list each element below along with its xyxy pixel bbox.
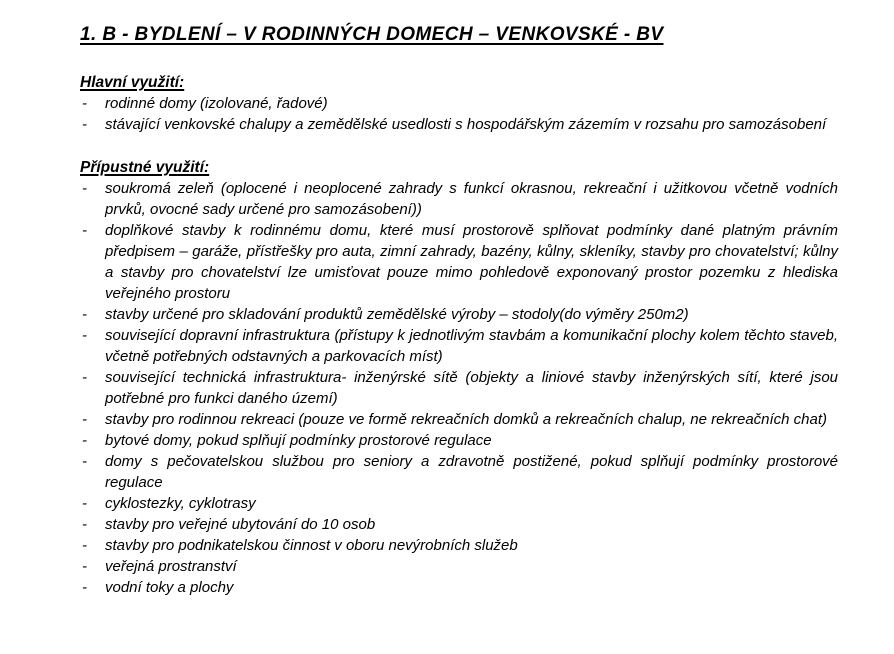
list-item [80, 493, 838, 514]
page-title: 1. B - BYDLENÍ – V RODINNÝCH DOMECH – VENKOVSKÉ - BV [80, 24, 664, 45]
dash-marker: - [82, 516, 87, 533]
section-heading: Hlavní využití: [80, 74, 185, 91]
list-item-text: stavby pro podnikatelskou činnost v oboru nevýrobních služeb [105, 537, 518, 554]
list-item-text: doplňkové stavby k rodinnému domu, které musí prostorově splňovat podmínky dané platným právním předpisem – garáže, přístřešky pro auta, zimní zahrady, bazény, kůlny, skleníky, stavby pro chovatelství; kůlny a stavby pro chovatelství lze umisťovat pouze mimo pohledově exponovaný prostor pozemku z hlediska veřejného prostoru [105, 222, 838, 302]
dash-marker: - [82, 558, 87, 575]
dash-marker: - [82, 432, 87, 449]
list-item [80, 409, 838, 430]
list-item-text: domy s pečovatelskou službou pro seniory a zdravotně postižené, pokud splňují podmínky prostorové regulace [105, 453, 838, 491]
dash-marker: - [82, 95, 87, 112]
section-list [80, 93, 838, 135]
list-item-text: stavby určené pro skladování produktů zemědělské výroby – stodoly(do výměry 250m2) [105, 306, 689, 323]
list-item-text: bytové domy, pokud splňují podmínky prostorové regulace [105, 432, 492, 449]
list-item [80, 535, 838, 556]
list-item-text: související dopravní infrastruktura (přístupy k jednotlivým stavbám a komunikační plochy kolem těchto staveb, včetně potřebných odstavných a parkovacích míst) [105, 327, 838, 365]
dash-marker: - [82, 327, 87, 344]
sections-container [80, 72, 838, 598]
list-item [80, 304, 838, 325]
list-item [80, 451, 838, 493]
list-item-text: stavby pro veřejné ubytování do 10 osob [105, 516, 376, 533]
list-item [80, 556, 838, 577]
list-item [80, 220, 838, 304]
dash-marker: - [82, 495, 87, 512]
list-item-text: stávající venkovské chalupy a zemědělské usedlosti s hospodářským zázemím v rozsahu pro samozásobení [105, 116, 827, 133]
dash-marker: - [82, 453, 87, 470]
dash-marker: - [82, 222, 87, 239]
list-item-text: cyklostezky, cyklotrasy [105, 495, 256, 512]
dash-marker: - [82, 411, 87, 428]
list-item [80, 367, 838, 409]
list-item-text: rodinné domy (izolované, řadové) [105, 95, 328, 112]
list-item-text: soukromá zeleň (oplocené i neoplocené zahrady s funkcí okrasnou, rekreační i užitkovou včetně vodních prvků, ovocné sady určené pro samozásobení)) [105, 180, 838, 218]
dash-marker: - [82, 180, 87, 197]
dash-marker: - [82, 369, 87, 386]
usage-section [80, 157, 838, 598]
section-list [80, 178, 838, 598]
list-item-text: související technická infrastruktura- inženýrské sítě (objekty a liniové stavby inženýrských sítí, které jsou potřebné pro funkci daného území) [105, 369, 838, 407]
section-heading: Přípustné využití: [80, 159, 210, 176]
list-item-text: veřejná prostranství [105, 558, 237, 575]
list-item-text: vodní toky a plochy [105, 579, 234, 596]
dash-marker: - [82, 306, 87, 323]
list-item [80, 114, 838, 135]
dash-marker: - [82, 579, 87, 596]
list-item [80, 325, 838, 367]
list-item [80, 430, 838, 451]
dash-marker: - [82, 116, 87, 133]
list-item [80, 577, 838, 598]
list-item [80, 514, 838, 535]
list-item [80, 93, 838, 114]
usage-section [80, 72, 838, 135]
dash-marker: - [82, 537, 87, 554]
list-item-text: stavby pro rodinnou rekreaci (pouze ve formě rekreačních domků a rekreačních chalup, ne rekreačních chat) [105, 411, 828, 428]
list-item [80, 178, 838, 220]
